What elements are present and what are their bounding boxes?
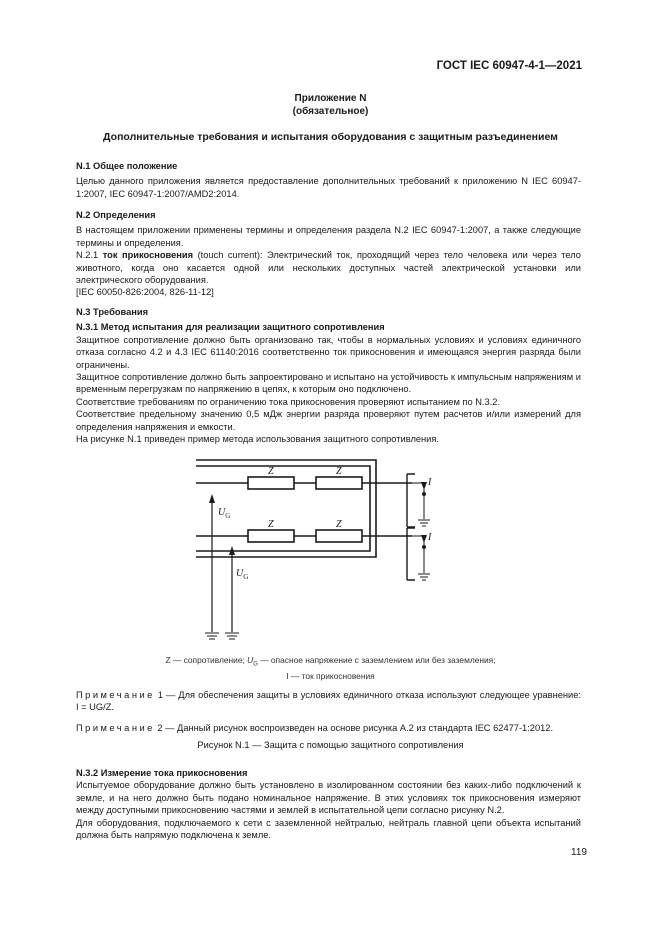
impedance-z4 bbox=[316, 530, 362, 542]
touch-current-label: I bbox=[428, 532, 432, 543]
note-label: Примечание bbox=[76, 723, 155, 733]
definition-text: (touch current): Электрический ток, проходящий через тело человека или через тело животного, когда оно касается одной или нескольких доступных частей электрической установки или электрического оборудования. bbox=[76, 250, 581, 286]
annex-title: Приложение N bbox=[294, 93, 367, 104]
note-2 bbox=[76, 722, 581, 734]
paragraph: Целью данного приложения является предоставление дополнительных требований к приложению N IEC 60947-1:2007, IEC 60947-1:2007/AMD2:2014. bbox=[76, 176, 581, 199]
section-heading: N.1 Общее положение bbox=[76, 161, 178, 171]
ug-label: $U_G$ bbox=[218, 507, 231, 520]
paragraph: На рисунке N.1 приведен пример метода использования защитного сопротивления. bbox=[76, 434, 439, 445]
page-number: 119 bbox=[571, 847, 587, 858]
impedance-z2 bbox=[316, 477, 362, 489]
ug-label: $U_G$ bbox=[236, 568, 249, 581]
paragraph: Испытуемое оборудование должно быть установлено в изолированном состоянии без каких-либо подключений к земле, и на него должно быть подано номинальное напряжение. В этих условиях ток прикосновения измеряют между доступными прикосновению частями и землей в испытательной цепи согласно рисунку N.2. bbox=[76, 780, 581, 816]
paragraph: Защитное сопротивление должно быть запроектировано и испытано на устойчивость к импульсным напряжениям и временным перегрузкам по напряжению в цепях, к которым оно подключено. bbox=[76, 372, 581, 395]
section-heading: N.3 Требования bbox=[76, 307, 149, 317]
figure-caption: Рисунок N.1 — Защита с помощью защитного сопротивления bbox=[197, 740, 464, 750]
terminal-dot bbox=[422, 492, 426, 496]
paragraph: В настоящем приложении применены термины и определения раздела N.2 IEC 60947-1:2007, а также следующие термины и определения. bbox=[76, 225, 581, 248]
section-heading: N.2 Определения bbox=[76, 210, 156, 220]
arrow-head bbox=[209, 494, 215, 503]
z-label-3: Z bbox=[268, 519, 274, 530]
terminal-dot bbox=[422, 545, 426, 549]
note-text: 1 — Для обеспечения защиты в условиях единичного отказа используют следующее уравнение: I = UG/Z. bbox=[76, 690, 581, 713]
arrow-head bbox=[421, 482, 427, 490]
impedance-z3 bbox=[248, 530, 294, 542]
definition-reference: [IEC 60050-826:2004, 826-11-12] bbox=[76, 287, 214, 298]
subsection-heading: N.3.2 Измерение тока прикосновения bbox=[76, 768, 248, 778]
definition-term: ток прикосновения bbox=[102, 250, 194, 261]
note-1 bbox=[76, 689, 581, 714]
standard-designation: ГОСТ IEC 60947-4-1—2021 bbox=[436, 60, 582, 72]
z-label-1: Z bbox=[268, 466, 274, 477]
note-label: Примечание bbox=[76, 690, 155, 700]
annex-heading: Дополнительные требования и испытания оборудования с защитным разъединением bbox=[103, 131, 558, 143]
figure-key-line2: I — ток прикосновения bbox=[286, 670, 375, 681]
paragraph: Для оборудования, подключаемого к сети с заземленной нейтралью, нейтраль главной цепи объекта испытаний должна быть напрямую подключена к земле. bbox=[76, 817, 581, 841]
note-text: 2 — Данный рисунок воспроизведен на основе рисунка A.2 из стандарта IEC 62477-1:2012. bbox=[157, 723, 554, 733]
definition-number: N.2.1 bbox=[76, 250, 99, 261]
section-n32 bbox=[76, 767, 581, 841]
impedance-z1 bbox=[248, 477, 294, 489]
annex-status: (обязательное) bbox=[292, 106, 369, 117]
z-label-4: Z bbox=[336, 519, 342, 530]
z-label-2: Z bbox=[336, 466, 342, 477]
touch-current-label: I bbox=[428, 477, 432, 488]
paragraph: Соответствие предельному значению 0,5 мДж энергии разряда проверяют путем расчетов и/или измерений для определения напряжения и емкости. bbox=[76, 409, 581, 432]
paragraph: Соответствие требованиям по ограничению тока прикосновения проверяют испытанием по N.3.2. bbox=[76, 396, 501, 407]
figure-key bbox=[0, 655, 661, 682]
arrow-head bbox=[421, 535, 427, 543]
paragraph: Защитное сопротивление должно быть организовано так, чтобы в нормальных условиях и условиях единичного отказа согласно 4.2 и 4.3 IEC 61140:2016 соответственно ток прикосновения и имеющаяся энергия разряда были ограничены. bbox=[76, 334, 581, 370]
subsection-heading: N.3.1 Метод испытания для реализации защитного сопротивления bbox=[76, 322, 385, 333]
figure-key-line1: Z — сопротивление; $U_G$ — опасное напряжение с заземлением или без заземления; bbox=[165, 655, 496, 668]
